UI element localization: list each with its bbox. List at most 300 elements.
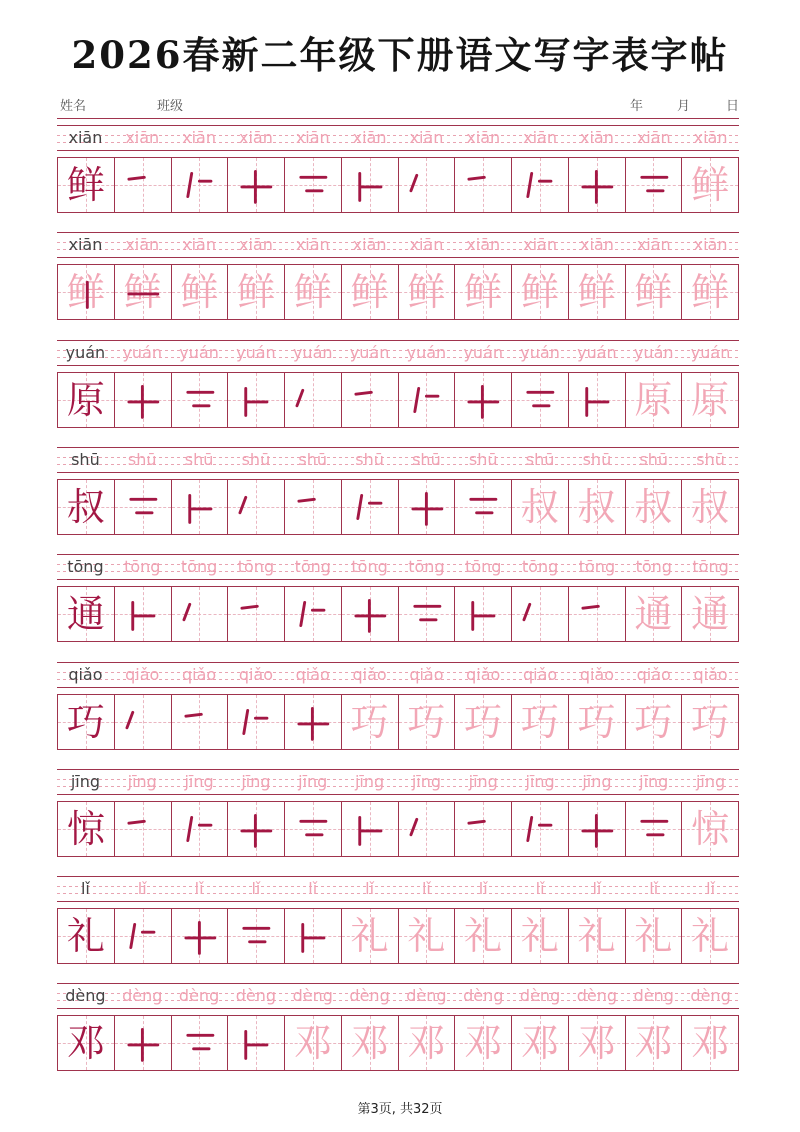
pinyin-trace: tōng [180, 557, 218, 577]
writing-cell[interactable] [284, 158, 341, 212]
trace-character: 邓 [634, 1021, 673, 1066]
writing-cell[interactable] [454, 480, 511, 534]
writing-cell[interactable] [568, 695, 625, 749]
writing-cell[interactable] [568, 1016, 625, 1070]
writing-cell[interactable] [114, 802, 171, 856]
trace-character: 邓 [520, 1021, 559, 1066]
writing-cell[interactable] [454, 802, 511, 856]
trace-character: 邓 [407, 1021, 446, 1066]
month-label: 月 [677, 99, 691, 114]
writing-cell[interactable] [625, 480, 682, 534]
trace-character: 邓 [350, 1021, 389, 1066]
writing-cell[interactable] [227, 802, 284, 856]
pinyin-trace: jīng [468, 771, 498, 791]
trace-character: 礼 [350, 914, 389, 959]
stroke-hint [115, 695, 171, 749]
pinyin-trace: dèng [633, 986, 674, 1006]
pinyin-trace: lǐ [251, 879, 261, 899]
stroke-hint [115, 1016, 171, 1070]
trace-character: 惊 [691, 806, 730, 851]
pinyin-trace: lǐ [706, 879, 716, 899]
trace-character: 通 [691, 592, 730, 637]
trace-character: 叔 [634, 484, 673, 529]
pinyin-trace: qiǎo [579, 664, 615, 684]
stroke-hint [399, 587, 455, 641]
pinyin-trace: qiǎo [352, 664, 387, 684]
writing-cell[interactable] [511, 373, 568, 427]
pinyin-trace: tōng [578, 557, 616, 577]
writing-cell[interactable] [341, 909, 398, 963]
pinyin-trace: qiǎo [466, 664, 501, 684]
pinyin-band [57, 876, 739, 902]
character-cell-row [57, 908, 739, 964]
pinyin-trace: shū [412, 449, 441, 469]
writing-cell[interactable] [625, 587, 682, 641]
writing-cell[interactable] [171, 695, 228, 749]
pinyin-band [57, 769, 739, 795]
writing-cell[interactable] [625, 158, 682, 212]
pinyin-trace: tōng [408, 557, 445, 577]
writing-cell[interactable] [625, 265, 682, 319]
writing-cell[interactable] [341, 158, 398, 212]
pinyin-trace: xiān [182, 235, 216, 255]
trace-character: 鲜 [66, 270, 105, 315]
pinyin-trace: dèng [463, 986, 504, 1006]
pinyin-trace: qiǎo [125, 664, 160, 684]
pinyin-trace: yuán [520, 342, 560, 362]
writing-cell[interactable] [681, 909, 738, 963]
stroke-hint [512, 373, 568, 427]
stroke-hint [115, 373, 171, 427]
writing-cell[interactable] [511, 695, 568, 749]
writing-cell[interactable] [454, 587, 511, 641]
stroke-hint [228, 909, 284, 963]
writing-cell[interactable] [625, 695, 682, 749]
writing-cell[interactable] [284, 265, 341, 319]
writing-cell[interactable] [398, 587, 455, 641]
pinyin-trace: xiān [409, 128, 444, 147]
model-character: 通 [66, 592, 105, 637]
writing-cell[interactable] [568, 373, 625, 427]
pinyin-trace: tōng [692, 557, 729, 577]
pinyin-trace: xiān [125, 235, 160, 255]
stroke-hint [569, 587, 625, 641]
writing-cell[interactable] [284, 909, 341, 963]
writing-cell[interactable] [568, 909, 625, 963]
writing-cell[interactable] [454, 158, 511, 212]
pinyin-trace: xiān [352, 235, 387, 255]
pinyin-trace: shū [127, 449, 157, 469]
trace-character: 邓 [691, 1021, 730, 1066]
stroke-hint [285, 587, 341, 641]
trace-character: 叔 [691, 484, 730, 529]
pinyin-trace: xiān [693, 235, 728, 255]
writing-cell[interactable] [568, 480, 625, 534]
trace-character: 邓 [293, 1021, 332, 1066]
writing-cell[interactable] [511, 1016, 568, 1070]
writing-cell[interactable] [58, 587, 114, 641]
model-character: 叔 [66, 484, 105, 529]
writing-cell[interactable] [341, 265, 398, 319]
pinyin-trace: lǐ [421, 879, 431, 899]
writing-cell[interactable] [341, 802, 398, 856]
pinyin-trace: jīng [525, 771, 555, 791]
trace-character: 鲜 [237, 270, 276, 315]
writing-cell[interactable] [568, 587, 625, 641]
stroke-hint [115, 480, 171, 534]
pinyin-trace: xiān [125, 128, 160, 147]
pinyin-trace: shū [582, 449, 612, 469]
pinyin-trace: lǐ [365, 879, 375, 899]
writing-cell[interactable] [227, 909, 284, 963]
writing-cell[interactable] [625, 909, 682, 963]
trace-character: 巧 [464, 699, 503, 744]
stroke-hint [172, 587, 228, 641]
writing-cell[interactable] [398, 373, 455, 427]
writing-cell[interactable] [625, 373, 682, 427]
stroke-hint [115, 158, 171, 212]
writing-cell[interactable] [681, 480, 738, 534]
writing-cell[interactable] [171, 158, 228, 212]
writing-cell[interactable] [284, 480, 341, 534]
writing-cell[interactable] [58, 802, 114, 856]
writing-cell[interactable] [681, 587, 738, 641]
stroke-hint [569, 373, 625, 427]
header-divider [57, 118, 739, 119]
stroke-hint [115, 265, 171, 319]
stroke-hint [512, 587, 568, 641]
year-label: 年 [630, 99, 644, 114]
writing-cell[interactable] [171, 265, 228, 319]
trace-character: 鲜 [180, 270, 219, 315]
stroke-hint [342, 373, 398, 427]
writing-cell[interactable] [58, 909, 114, 963]
stroke-hint [228, 480, 284, 534]
writing-cell[interactable] [171, 587, 228, 641]
stroke-hint [512, 802, 568, 856]
pinyin-trace: jīng [127, 771, 157, 791]
pinyin-trace: qiǎo [181, 664, 217, 684]
character-cell-row [57, 479, 739, 535]
writing-cell[interactable] [114, 1016, 171, 1070]
writing-cell[interactable] [341, 1016, 398, 1070]
writing-cell[interactable] [227, 265, 284, 319]
writing-cell[interactable] [568, 158, 625, 212]
stroke-hint [172, 695, 228, 749]
stroke-hint [115, 587, 171, 641]
pinyin-trace: yuán [349, 342, 390, 362]
pinyin-trace: lǐ [137, 879, 147, 899]
pinyin-band [57, 340, 739, 366]
pinyin-trace: jīng [695, 771, 726, 791]
stroke-hint [342, 480, 398, 534]
writing-cell[interactable] [227, 158, 284, 212]
pinyin-trace: lǐ [649, 879, 659, 899]
practice-block [57, 232, 739, 328]
character-cell-row [57, 694, 739, 750]
stroke-hint [285, 909, 341, 963]
character-cell-row [57, 801, 739, 857]
stroke-hint [626, 158, 682, 212]
pinyin-trace: shū [298, 449, 328, 469]
writing-cell[interactable] [511, 909, 568, 963]
trace-character: 鲜 [407, 270, 446, 315]
writing-cell[interactable] [398, 909, 455, 963]
trace-character: 巧 [520, 699, 559, 744]
writing-cell[interactable] [398, 802, 455, 856]
trace-character: 鲜 [691, 163, 730, 207]
writing-cell[interactable] [171, 1016, 228, 1070]
pinyin-band [57, 232, 739, 258]
pinyin-label: xiān [68, 235, 103, 255]
writing-cell[interactable] [171, 909, 228, 963]
model-character: 惊 [66, 806, 105, 851]
stroke-hint [342, 802, 398, 856]
pinyin-trace: lǐ [308, 879, 318, 899]
writing-cell[interactable] [114, 480, 171, 534]
writing-cell[interactable] [58, 1016, 114, 1070]
writing-cell[interactable] [454, 695, 511, 749]
pinyin-trace: jīng [184, 771, 214, 791]
writing-cell[interactable] [227, 480, 284, 534]
trace-character: 鲜 [634, 270, 673, 315]
trace-character: 叔 [520, 484, 559, 529]
pinyin-trace: yuán [577, 342, 617, 362]
pinyin-trace: jīng [241, 771, 271, 791]
writing-cell[interactable] [114, 265, 171, 319]
trace-character: 礼 [577, 914, 616, 959]
writing-cell[interactable] [454, 1016, 511, 1070]
writing-cell[interactable] [681, 1016, 738, 1070]
pinyin-trace: yuán [633, 342, 674, 362]
writing-cell[interactable] [58, 695, 114, 749]
character-cell-row [57, 157, 739, 213]
trace-character: 原 [691, 377, 730, 422]
writing-cell[interactable] [681, 158, 738, 212]
writing-cell[interactable] [114, 587, 171, 641]
model-character: 鲜 [66, 163, 105, 207]
writing-cell[interactable] [227, 587, 284, 641]
pinyin-trace: xiān [693, 128, 728, 147]
trace-character: 礼 [464, 914, 503, 959]
pinyin-trace: dèng [519, 986, 561, 1006]
pinyin-trace: xiān [636, 235, 671, 255]
pinyin-trace: xiān [182, 128, 216, 147]
pinyin-label: yuán [65, 342, 106, 362]
writing-cell[interactable] [568, 802, 625, 856]
writing-cell[interactable] [114, 695, 171, 749]
character-cell-row [57, 1015, 739, 1071]
writing-cell[interactable] [58, 158, 114, 212]
pinyin-trace: xiān [579, 128, 614, 147]
writing-cell[interactable] [227, 1016, 284, 1070]
pinyin-trace: xiān [523, 128, 557, 147]
stroke-hint [569, 802, 625, 856]
pinyin-band [57, 983, 739, 1009]
pinyin-trace: lǐ [194, 879, 204, 899]
writing-cell[interactable] [284, 695, 341, 749]
character-cell-row [57, 372, 739, 428]
pinyin-trace: xiān [352, 128, 387, 147]
practice-block [57, 554, 739, 650]
pinyin-band [57, 125, 739, 151]
pinyin-trace: yuán [406, 342, 447, 362]
stroke-hint [285, 480, 341, 534]
writing-cell[interactable] [454, 265, 511, 319]
trace-character: 礼 [520, 914, 559, 959]
model-character: 邓 [66, 1021, 105, 1066]
pinyin-label: dèng [65, 986, 106, 1006]
writing-cell[interactable] [511, 802, 568, 856]
practice-block [57, 983, 739, 1079]
writing-cell[interactable] [284, 587, 341, 641]
writing-cell[interactable] [341, 480, 398, 534]
writing-cell[interactable] [681, 265, 738, 319]
writing-cell[interactable] [398, 265, 455, 319]
writing-cell[interactable] [681, 802, 738, 856]
writing-cell[interactable] [511, 480, 568, 534]
page-number: 第3页, 共32页 [357, 1102, 443, 1117]
pinyin-trace: xiān [523, 235, 557, 255]
stroke-hint [58, 265, 114, 319]
writing-cell[interactable] [454, 909, 511, 963]
model-character: 礼 [66, 914, 105, 959]
stroke-hint [455, 802, 511, 856]
pinyin-trace: tōng [351, 557, 388, 577]
pinyin-trace: tōng [465, 557, 502, 577]
writing-cell[interactable] [284, 1016, 341, 1070]
stroke-hint [285, 802, 341, 856]
writing-cell[interactable] [58, 480, 114, 534]
trace-character: 巧 [350, 699, 389, 744]
writing-cell[interactable] [511, 587, 568, 641]
writing-cell[interactable] [227, 373, 284, 427]
pinyin-trace: yuán [179, 342, 219, 362]
model-character: 原 [66, 377, 105, 422]
writing-cell[interactable] [171, 802, 228, 856]
stroke-hint [569, 158, 625, 212]
pinyin-trace: jīng [354, 771, 385, 791]
stroke-hint [285, 373, 341, 427]
pinyin-trace: tōng [124, 557, 161, 577]
pinyin-trace: dèng [122, 986, 163, 1006]
writing-cell[interactable] [398, 695, 455, 749]
pinyin-trace: jīng [411, 771, 441, 791]
pinyin-label: lǐ [80, 879, 90, 899]
pinyin-trace: lǐ [478, 879, 488, 899]
writing-cell[interactable] [227, 695, 284, 749]
stroke-hint [172, 373, 228, 427]
pinyin-trace: shū [525, 449, 555, 469]
writing-cell[interactable] [58, 373, 114, 427]
pinyin-trace: xiān [295, 235, 330, 255]
writing-cell[interactable] [171, 373, 228, 427]
pinyin-trace: tōng [635, 557, 672, 577]
stroke-hint [342, 158, 398, 212]
pinyin-trace: shū [241, 449, 271, 469]
stroke-hint [228, 158, 284, 212]
writing-cell[interactable] [511, 265, 568, 319]
trace-character: 通 [634, 592, 673, 637]
trace-character: 邓 [577, 1021, 616, 1066]
stroke-hint [455, 373, 511, 427]
pinyin-trace: xiān [295, 128, 330, 147]
practice-block [57, 340, 739, 436]
writing-cell[interactable] [58, 265, 114, 319]
writing-cell[interactable] [341, 695, 398, 749]
pinyin-trace: shū [355, 449, 384, 469]
writing-cell[interactable] [284, 802, 341, 856]
stroke-hint [455, 587, 511, 641]
pinyin-trace: shū [696, 449, 725, 469]
writing-cell[interactable] [171, 480, 228, 534]
pinyin-trace: lǐ [592, 879, 602, 899]
stroke-hint [172, 802, 228, 856]
pinyin-trace: yuán [690, 342, 731, 362]
writing-cell[interactable] [625, 802, 682, 856]
character-cell-row [57, 264, 739, 320]
trace-character: 鲜 [577, 270, 616, 315]
writing-cell[interactable] [398, 1016, 455, 1070]
name-label: 姓名 [60, 99, 87, 114]
writing-cell[interactable] [398, 480, 455, 534]
trace-character: 巧 [691, 699, 730, 744]
pinyin-trace: xiān [579, 235, 614, 255]
writing-cell[interactable] [454, 373, 511, 427]
writing-cell[interactable] [568, 265, 625, 319]
day-label: 日 [726, 99, 740, 114]
writing-cell[interactable] [511, 158, 568, 212]
trace-character: 巧 [407, 699, 446, 744]
stroke-hint [172, 909, 228, 963]
writing-cell[interactable] [681, 695, 738, 749]
writing-cell[interactable] [341, 373, 398, 427]
class-label: 班级 [157, 99, 184, 114]
stroke-hint [399, 373, 455, 427]
pinyin-trace: dèng [690, 986, 731, 1006]
pinyin-trace: tōng [521, 557, 559, 577]
pinyin-trace: dèng [292, 986, 333, 1006]
pinyin-trace: lǐ [535, 879, 545, 899]
pinyin-band [57, 662, 739, 688]
pinyin-trace: dèng [406, 986, 447, 1006]
pinyin-trace: yuán [292, 342, 333, 362]
practice-block [57, 876, 739, 972]
pinyin-trace: xiān [466, 128, 501, 147]
stroke-hint [172, 480, 228, 534]
writing-cell[interactable] [114, 158, 171, 212]
pinyin-trace: jīng [582, 771, 612, 791]
stroke-hint [228, 1016, 284, 1070]
trace-character: 巧 [577, 699, 616, 744]
writing-cell[interactable] [625, 1016, 682, 1070]
pinyin-label: xiān [68, 128, 103, 147]
pinyin-label: qiǎo [68, 664, 103, 684]
writing-cell[interactable] [114, 373, 171, 427]
writing-cell[interactable] [681, 373, 738, 427]
stroke-hint [455, 480, 511, 534]
writing-cell[interactable] [398, 158, 455, 212]
trace-character: 鲜 [520, 270, 559, 315]
trace-character: 鲜 [464, 270, 503, 315]
page-title: 2026春新二年级下册语文写字表字帖 [71, 33, 729, 77]
writing-cell[interactable] [284, 373, 341, 427]
pinyin-trace: shū [639, 449, 669, 469]
stroke-hint [399, 480, 455, 534]
writing-cell[interactable] [341, 587, 398, 641]
pinyin-trace: yuán [236, 342, 276, 362]
writing-cell[interactable] [114, 909, 171, 963]
